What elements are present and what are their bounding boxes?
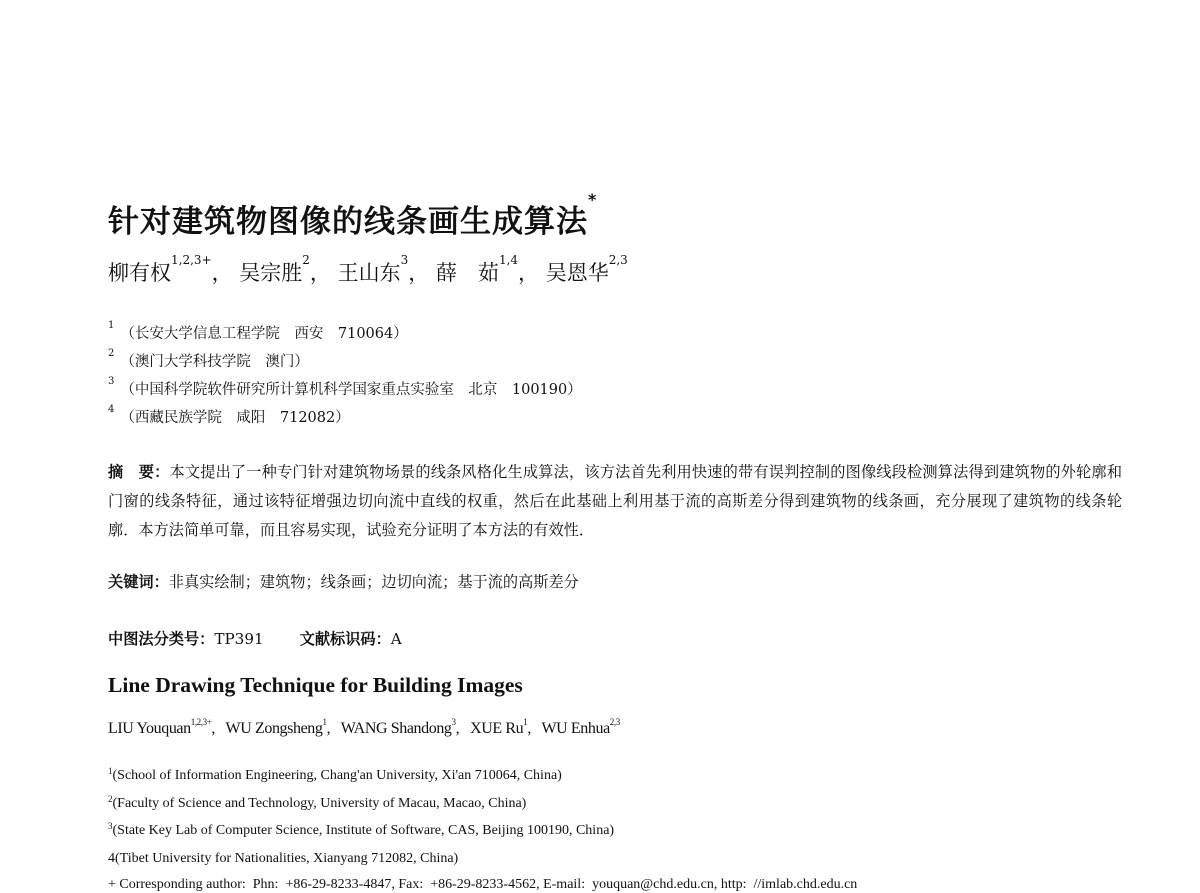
author-cn: 薛 茹$^{1,4}$， — [435, 253, 540, 285]
author-en: XUE Ru$^1$, — [470, 717, 539, 737]
abstract-label: 摘 要： — [108, 463, 170, 481]
author-cn: 王山东$^3$， — [337, 253, 430, 285]
keywords-chinese — [108, 571, 579, 592]
author-en: WU Zongsheng$^1$, — [225, 717, 338, 737]
authors-chinese — [108, 253, 628, 287]
title-english: Line Drawing Technique for Building Images — [108, 673, 523, 697]
affiliation-cn: $^3$（中国科学院软件研究所计算机科学国家重点实验室 北京 100190） — [108, 376, 582, 398]
affiliation-cn: $^1$（长安大学信息工程学院 西安 710064） — [108, 320, 408, 342]
author-en: WU Enhua$^{2,3}$ — [541, 717, 620, 737]
affiliation-en: $^2$(Faculty of Science and Technology, University of Macau, Macao, China) — [108, 794, 527, 811]
title-footnote-mark: * — [588, 190, 598, 209]
corresponding-author-note: + Corresponding author: Phn: +86-29-8233-4847, Fax: +86-29-8233-4562, E-mail: youquan@chd.edu.cn, http: //imlab.chd.edu.cn — [108, 877, 858, 892]
doc-code-label: 文献标识码： — [299, 630, 391, 648]
author-cn: 吴恩华$^{2,3}$ — [545, 253, 628, 285]
affiliation-en: $^3$(State Key Lab of Computer Science, Institute of Software, CAS, Beijing 100190, China) — [108, 821, 615, 838]
affiliation-en: $^1$(School of Information Engineering, Chang'an University, Xi'an 710064, China) — [108, 766, 562, 783]
author-en: WANG Shandong$^3$, — [340, 717, 467, 737]
affiliation-cn: $^2$（澳门大学科技学院 澳门） — [108, 348, 309, 370]
affiliation-en: 4(Tibet University for Nationalities, Xianyang 712082, China) — [108, 851, 459, 866]
abstract-text: 本文提出了一种专门针对建筑物场景的线条风格化生成算法，该方法首先利用快速的带有误判控制的图像线段检测算法得到建筑物的外轮廓和门窗的线条特征，通过该特征增强边切向流中直线的权重，然后在此基础上利用基于流的高斯差分得到建筑物的线条画，充分展现了建筑物的线条轮廓．本方法简单可靠，而且容易实现，试验充分证明了本方法的有效性． — [108, 463, 1123, 539]
authors-english — [108, 717, 620, 738]
author-cn: 吴宗胜$^2$， — [239, 253, 331, 285]
clc-value: TP391 — [214, 630, 264, 648]
title-chinese: 针对建筑物图像的线条画生成算法* — [108, 190, 598, 240]
doc-code-value: A — [390, 630, 402, 648]
clc-label: 中图法分类号： — [108, 630, 215, 648]
keywords-text: 非真实绘制；建筑物；线条画；边切向流；基于流的高斯差分 — [168, 573, 579, 591]
abstract-chinese — [108, 458, 1122, 545]
classification-line — [108, 628, 402, 649]
author-cn: 柳有权$^{1,2,3+}$， — [108, 253, 233, 285]
author-en: LIU Youquan$^{1,2,3+}$, — [108, 717, 223, 737]
affiliation-cn: $^4$（西藏民族学院 咸阳 712082） — [108, 404, 350, 426]
keywords-label: 关键词： — [108, 573, 169, 591]
